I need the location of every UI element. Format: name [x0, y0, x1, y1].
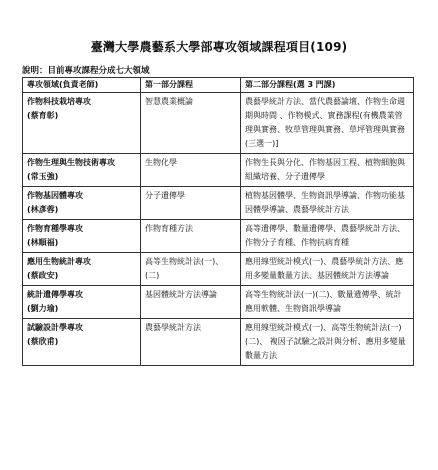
part1-cell: 作物育種方法: [141, 220, 241, 253]
field-name: 應用生物統計專攻: [27, 257, 91, 266]
header-field: 專攻領域(負責老師): [23, 78, 141, 93]
part1-cell: 農藝學統計方法: [141, 319, 241, 366]
part2-cell: 應用線型統計模式(一)、農藝學統計方法、應用多變量數量方法、基因體統計方法導論: [241, 253, 414, 286]
field-name: 作物育種學專攻: [27, 224, 83, 233]
table-row: [23, 154, 414, 187]
field-teacher: (劉力瑜): [27, 304, 59, 313]
field-name: 作物生理與生物技術專攻: [27, 158, 115, 167]
field-cell: [23, 187, 141, 220]
field-teacher: (蔡育彰): [27, 111, 59, 120]
table-row: [23, 93, 414, 154]
part1-cell: 智慧農業概論: [141, 93, 241, 154]
field-name: 作物基因體專攻: [27, 191, 83, 200]
field-cell: [23, 253, 141, 286]
field-name: 作物科技栽培專攻: [27, 97, 91, 106]
part2-cell: 高等生物統計法(一)(二)、數量遺傳學、統計應用軟體、生物資訊學導論: [241, 286, 414, 319]
table-row: [23, 187, 414, 220]
explanation-note: 說明：目前專攻課程分成七大領域: [22, 66, 150, 76]
table-row: [23, 286, 414, 319]
field-cell: [23, 154, 141, 187]
field-cell: [23, 220, 141, 253]
field-teacher: (常玉強): [27, 172, 59, 181]
part1-cell: 高等生物統計法(一)、(二): [141, 253, 241, 286]
table-row: [23, 253, 414, 286]
field-name: 試驗設計學專攻: [27, 323, 83, 332]
table-row: [23, 220, 414, 253]
header-part1: 第一部分課程: [141, 78, 241, 93]
part1-cell: 生物化學: [141, 154, 241, 187]
table-header-row: [23, 78, 414, 93]
field-cell: [23, 286, 141, 319]
field-teacher: (蔡欣甫): [27, 337, 59, 346]
field-teacher: (林順福): [27, 238, 59, 247]
field-cell: [23, 319, 141, 366]
field-teacher: (蔡政安): [27, 271, 59, 280]
part1-cell: 基因體統計方法導論: [141, 286, 241, 319]
course-table: [22, 77, 414, 366]
table-row: [23, 319, 414, 366]
part1-cell: 分子遺傳學: [141, 187, 241, 220]
field-cell: [23, 93, 141, 154]
part2-cell: 農藝學統計方法、當代農藝論壇、作物生命週期與時間 、作物模式、實務課程(有機農業管理與實務、牧草管理與實務、草坪管理與實務 (三選一)]: [241, 93, 414, 154]
part2-cell: 植物基因體學、生物資訊學導論、作物功能基因體學導論、農藝學統計方法: [241, 187, 414, 220]
header-part2: 第二部分課程(選 3 門課): [241, 78, 414, 93]
part2-cell: 作物生長與分化、作物基因工程、植物細胞與組織培養、分子遺傳學: [241, 154, 414, 187]
field-name: 統計遺傳學專攻: [27, 290, 83, 299]
field-teacher: (林彥蓉): [27, 205, 59, 214]
part2-cell: 高等遺傳學、數量遺傳學、農藝學統計方法、作物分子育種、作物抗病育種: [241, 220, 414, 253]
part2-cell: 應用線型統計模式(一)、高等生物統計法(一)(二)、 複因子試驗之設計與分析、應用多變量數量方法: [241, 319, 414, 366]
document-title: 臺灣大學農藝系大學部專攻領域課程項目(109): [90, 40, 348, 54]
